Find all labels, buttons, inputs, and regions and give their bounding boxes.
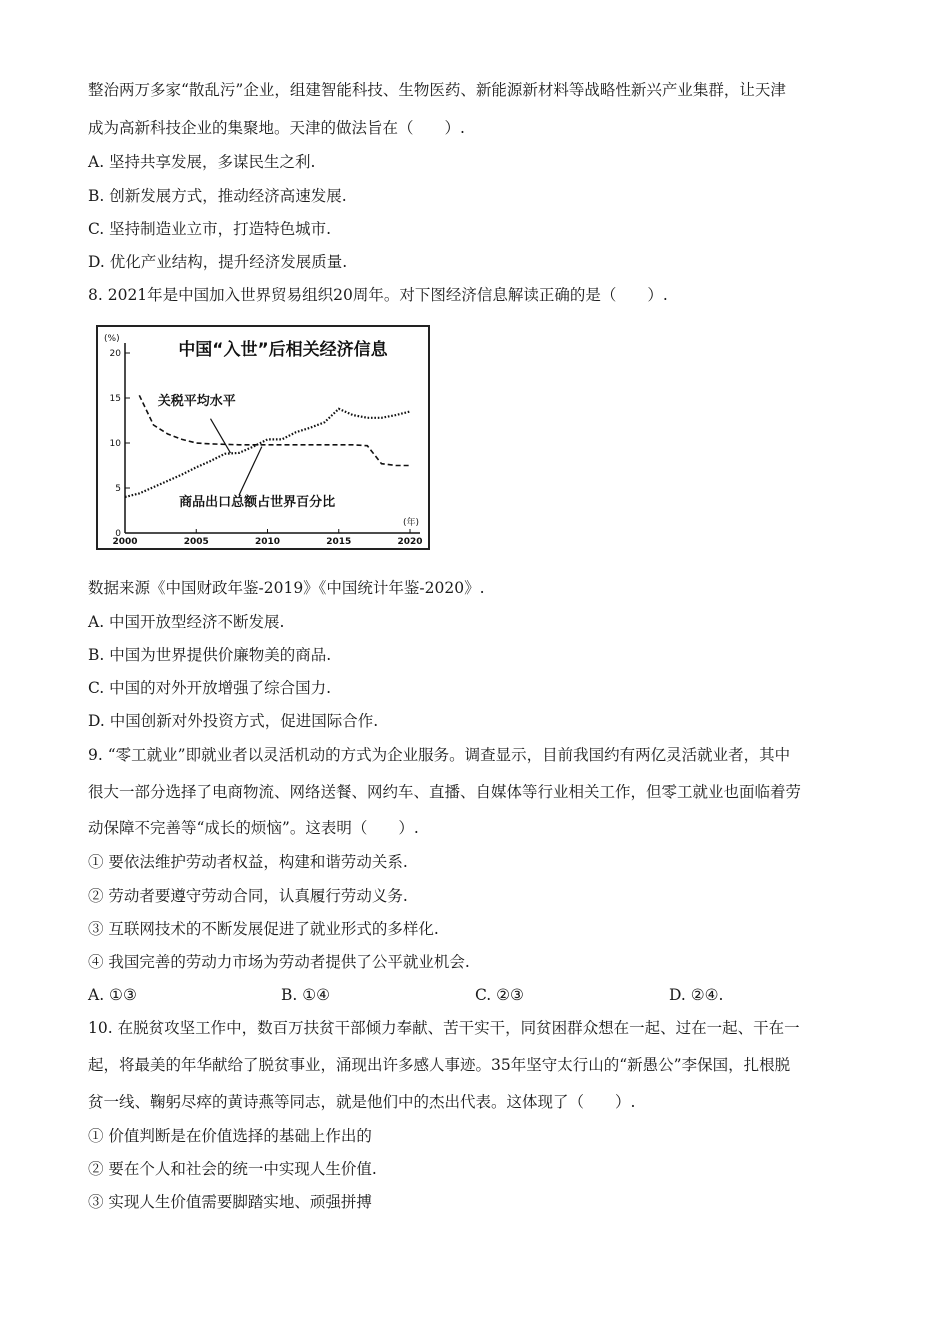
chart-series [125, 395, 410, 497]
q9-option-a[interactable]: A. ①③ [88, 986, 137, 1004]
y-tick-label: 10 [109, 439, 121, 449]
q7-stem-line2: 成为高新科技企业的集聚地。天津的做法旨在（ ）. [88, 119, 465, 137]
q8-option-d[interactable]: D. 中国创新对外投资方式，促进国际合作. [88, 712, 379, 730]
q9-option-b[interactable]: B. ①④ [281, 986, 331, 1004]
x-tick-label: 2020 [397, 537, 423, 547]
q9-item-1: ① 要依法维护劳动者权益，构建和谐劳动关系. [88, 853, 408, 871]
q8-stem: 8. 2021年是中国加入世界贸易组织20周年。对下图经济信息解读正确的是（ ）. [88, 286, 668, 304]
x-tick-label: 2005 [183, 537, 209, 547]
y-tick-label: 20 [109, 349, 121, 359]
q9-option-d[interactable]: D. ②④. [669, 986, 724, 1004]
y-tick-label: 15 [109, 394, 121, 404]
q8-option-b[interactable]: B. 中国为世界提供价廉物美的商品. [88, 646, 332, 664]
series-label-export: 商品出口总额占世界百分比 [179, 495, 336, 510]
q9-stem-line2: 很大一部分选择了电商物流、网络送餐、网约车、直播、自媒体等行业相关工作，但零工就业也面临着劳 [88, 783, 802, 801]
chart-series-labels [158, 393, 335, 510]
q10-stem-line3: 贫一线、鞠躬尽瘁的黄诗燕等同志，就是他们中的杰出代表。这体现了（ ）. [88, 1093, 636, 1111]
chart-x-axis-label: (年) [403, 518, 420, 528]
x-tick-label: 2015 [326, 537, 352, 547]
series-label-tariff: 关税平均水平 [157, 394, 236, 410]
q7-stem-line1: 整治两万多家“散乱污”企业，组建智能科技、生物医药、新能源新材料等战略性新兴产业集群，让天津 [88, 81, 786, 99]
chart-axes [110, 343, 423, 547]
q9-option-c[interactable]: C. ②③ [475, 986, 524, 1004]
y-tick-label: 0 [115, 529, 121, 539]
q10-item-1: ① 价值判断是在价值选择的基础上作出的 [88, 1127, 372, 1145]
q9-item-2: ② 劳动者要遵守劳动合同，认真履行劳动义务. [88, 887, 408, 905]
q8-chart-svg [98, 327, 428, 548]
q8-option-a[interactable]: A. 中国开放型经济不断发展. [88, 613, 285, 631]
chart-title: 中国“入世”后相关经济信息 [178, 340, 388, 360]
q7-option-d[interactable]: D. 优化产业结构，提升经济发展质量. [88, 253, 348, 271]
q9-item-3: ③ 互联网技术的不断发展促进了就业形式的多样化. [88, 920, 439, 938]
q9-item-4: ④ 我国完善的劳动力市场为劳动者提供了公平就业机会. [88, 953, 470, 971]
q8-source: 数据来源《中国财政年鉴-2019》《中国统计年鉴-2020》. [88, 579, 485, 597]
q9-stem-line3: 动保障不完善等“成长的烦恼”。这表明（ ）. [88, 819, 419, 837]
leader-line-tariff [211, 419, 231, 453]
x-tick-label: 2000 [112, 537, 138, 547]
q10-item-2: ② 要在个人和社会的统一中实现人生价值. [88, 1160, 377, 1178]
q10-item-3: ③ 实现人生价值需要脚踏实地、顽强拼搏 [88, 1193, 372, 1211]
q8-chart [96, 325, 430, 550]
x-tick-label: 2010 [254, 537, 281, 547]
chart-y-axis-label: (%) [104, 334, 120, 344]
q8-option-c[interactable]: C. 中国的对外开放增强了综合国力. [88, 679, 332, 697]
q9-stem-line1: 9. “零工就业”即就业者以灵活机动的方式为企业服务。调查显示，目前我国约有两亿灵活就业者，其中 [88, 746, 791, 764]
leader-line-export [239, 447, 262, 496]
q10-stem-line2: 起，将最美的年华献给了脱贫事业，涌现出许多感人事迹。35年坚守太行山的“新愚公”李保国，扎根脱 [88, 1056, 791, 1074]
series-line-1 [125, 409, 410, 497]
y-tick-label: 5 [115, 484, 121, 494]
q10-stem-line1: 10. 在脱贫攻坚工作中，数百万扶贫干部倾力奉献、苦干实干，同贫困群众想在一起、过在一起、干在一 [88, 1019, 800, 1037]
q7-option-c[interactable]: C. 坚持制造业立市，打造特色城市. [88, 220, 332, 238]
q7-option-b[interactable]: B. 创新发展方式，推动经济高速发展. [88, 187, 347, 205]
q7-option-a[interactable]: A. 坚持共享发展，多谋民生之利. [88, 153, 316, 171]
